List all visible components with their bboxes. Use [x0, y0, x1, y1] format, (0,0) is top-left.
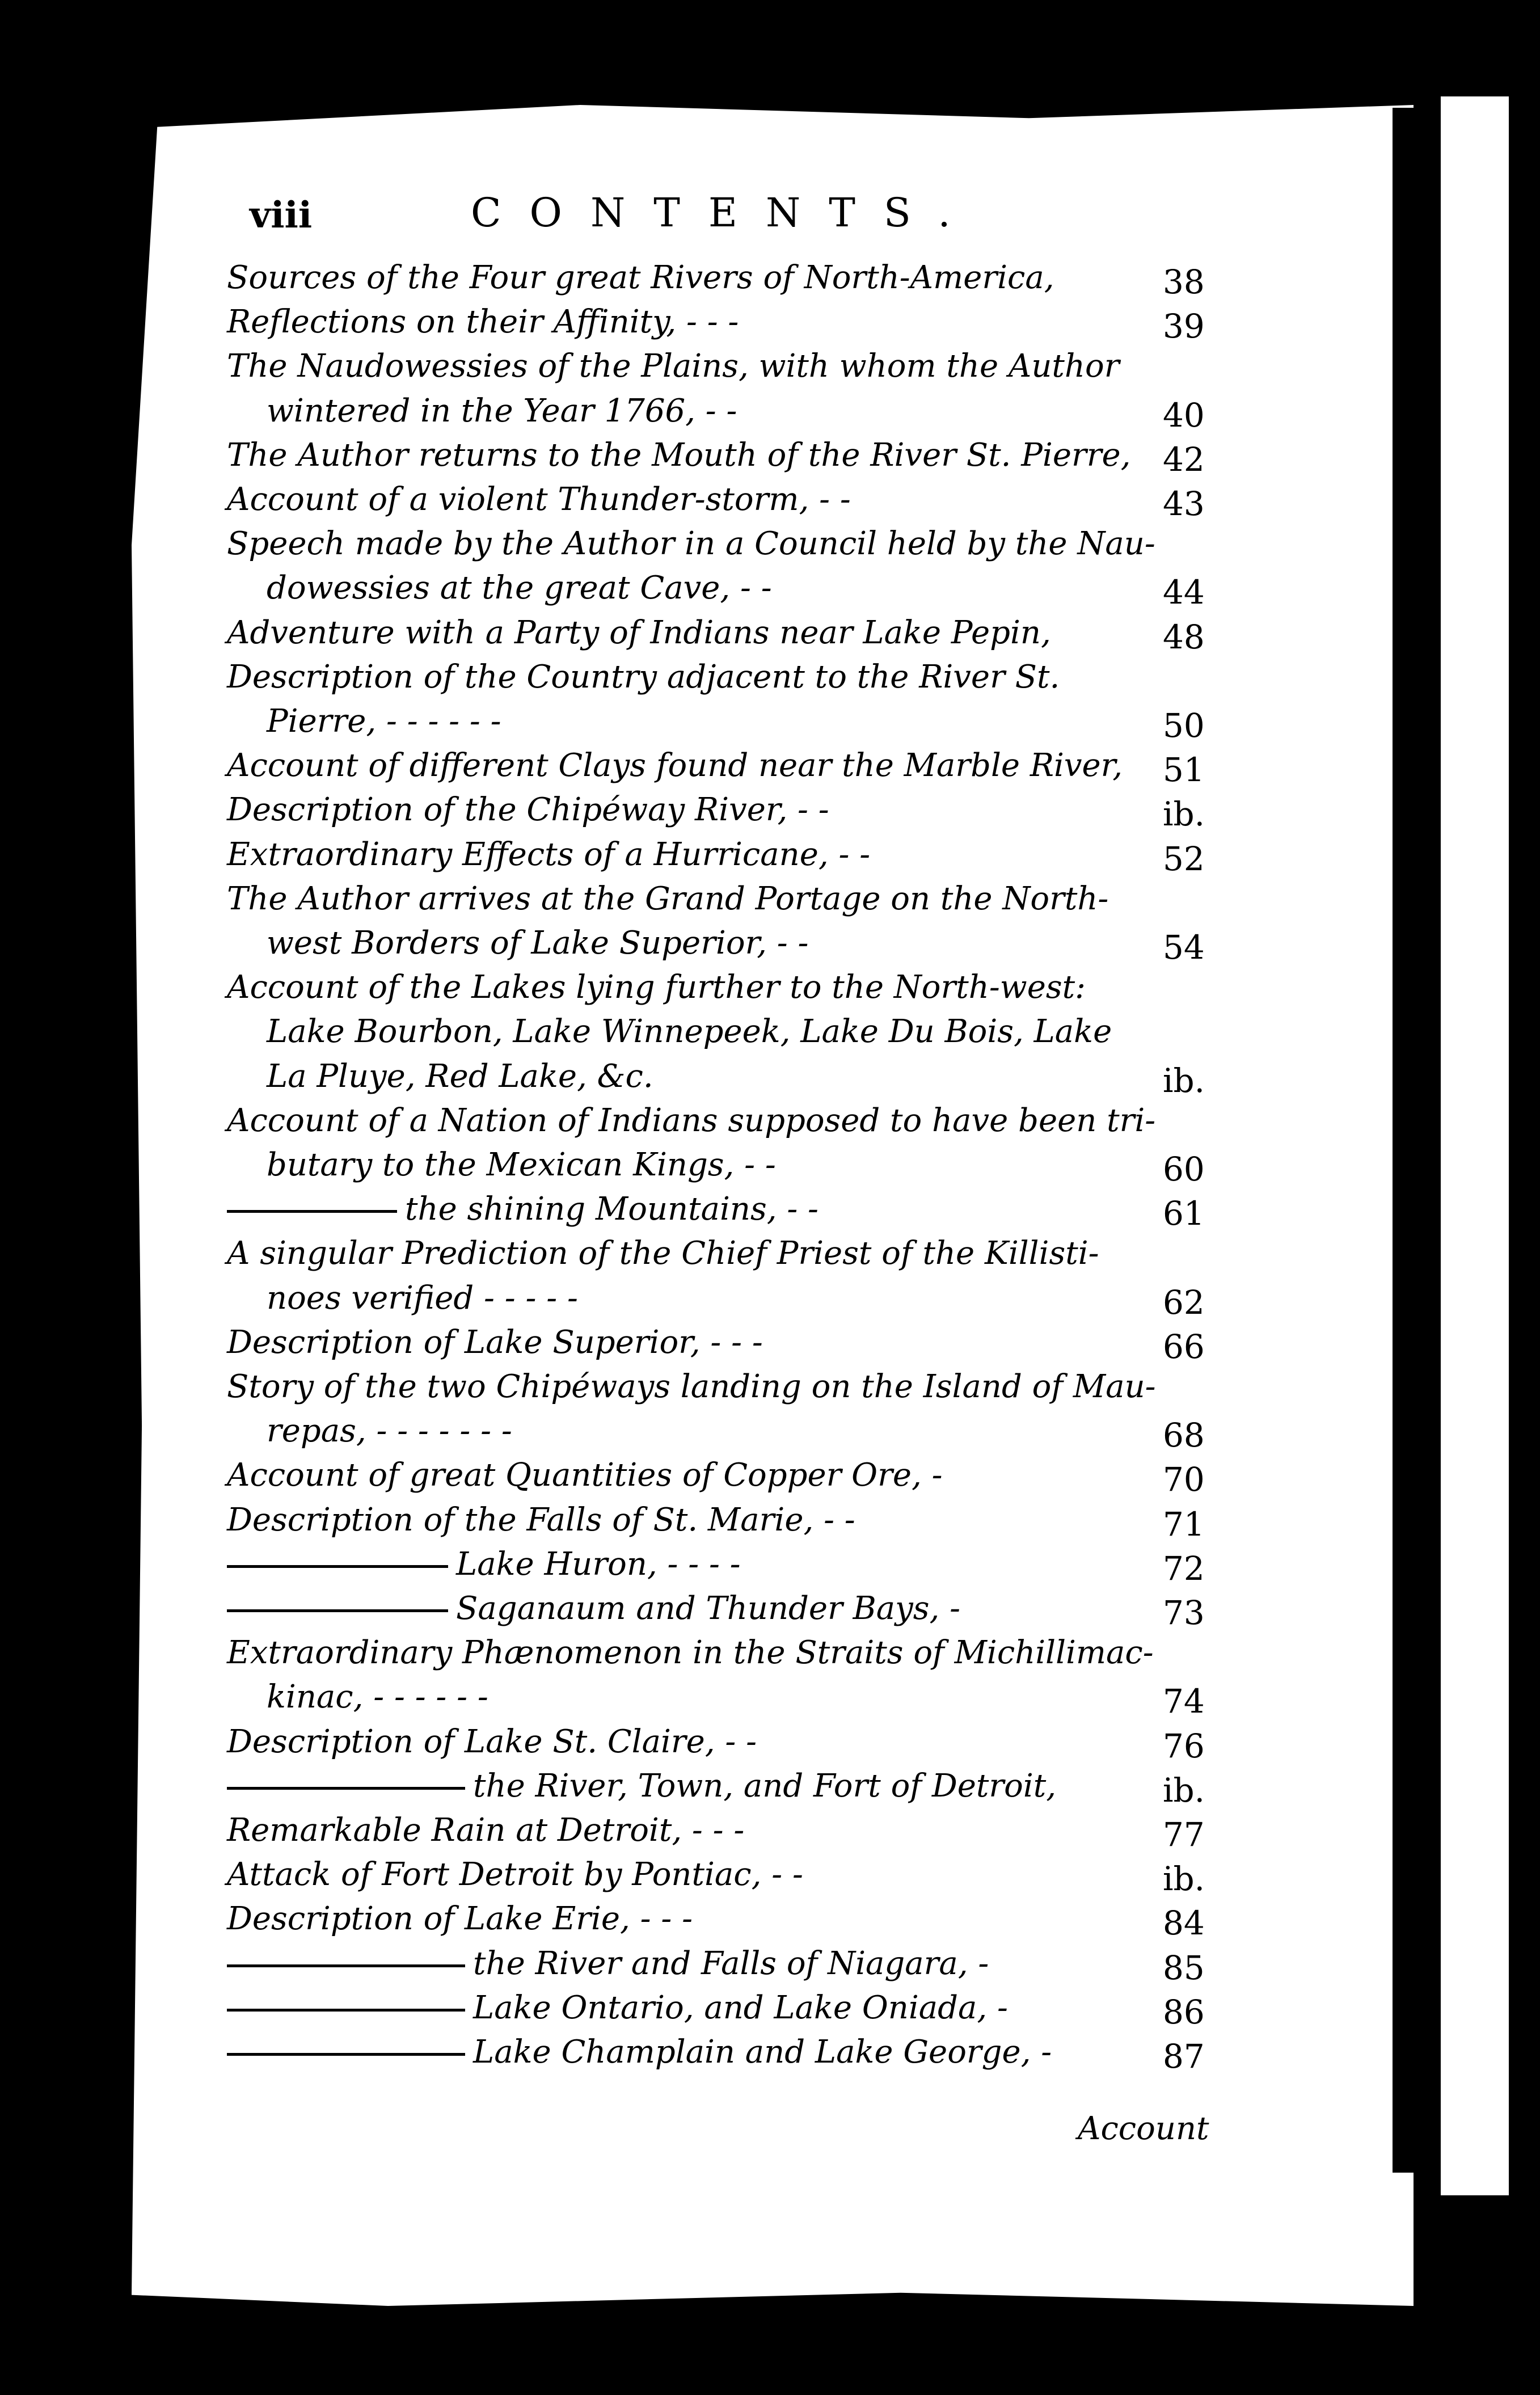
toc-page-number: 76 [1163, 1726, 1205, 1765]
toc-entry-label: Saganaum and Thunder Bays, - [456, 1590, 961, 1627]
toc-page-number: 70 [1163, 1460, 1205, 1499]
toc-entry-line: The Naudowessies of the Plains, with whom the Author [227, 348, 1120, 385]
ditto-rule [227, 1787, 465, 1790]
toc-entry-line [227, 1945, 989, 1982]
toc-page-number: ib. [1163, 1860, 1205, 1899]
toc-page-number: 61 [1163, 1194, 1205, 1233]
toc-page-number: 62 [1163, 1283, 1205, 1322]
adjacent-page-edge [1441, 96, 1509, 2195]
toc-entry-line: The Author arrives at the Grand Portage on the North- [227, 880, 1109, 917]
toc-entry-line: Account of the Lakes lying further to the North-west: [227, 969, 1086, 1006]
toc-entry-line: Sources of the Four great Rivers of North-America, [227, 259, 1054, 296]
toc-page-number: 38 [1163, 263, 1205, 301]
toc-entry-line: Description of the Chipéway River, - - [227, 791, 829, 829]
ditto-rule [227, 1210, 397, 1213]
toc-page-number: ib. [1163, 795, 1205, 834]
toc-page-number: 52 [1163, 839, 1205, 878]
toc-entry-label: Lake Champlain and Lake George, - [473, 2034, 1052, 2071]
toc-entry-line: Description of the Falls of St. Marie, - - [227, 1501, 855, 1538]
toc-entry-line [227, 1590, 961, 1627]
toc-page-number: 48 [1163, 617, 1205, 656]
toc-page-number: 43 [1163, 484, 1205, 523]
toc-entry-label: the River, Town, and Fort of Detroit, [473, 1767, 1057, 1804]
toc-entry-label: Lake Ontario, and Lake Oniada, - [473, 1989, 1008, 2026]
ditto-rule [227, 1565, 448, 1568]
toc-entry-line: Description of Lake St. Claire, - - [227, 1723, 757, 1760]
toc-entry-line: Extraordinary Effects of a Hurricane, - - [227, 836, 871, 873]
toc-entry-line: Account of great Quantities of Copper Ore, - [227, 1457, 943, 1494]
toc-page-number: 54 [1163, 928, 1205, 967]
toc-entry-line: Account of different Clays found near the Marble River, [227, 747, 1123, 785]
ditto-rule [227, 1609, 448, 1612]
toc-page-number: 71 [1163, 1504, 1205, 1544]
toc-entry-line: Attack of Fort Detroit by Pontiac, - - [227, 1856, 803, 1894]
toc-page-number: 51 [1163, 750, 1205, 790]
ditto-rule [227, 1964, 465, 1967]
toc-page-number: ib. [1163, 1770, 1205, 1810]
toc-entry-line: The Author returns to the Mouth of the River St. Pierre, [227, 436, 1131, 474]
toc-page-number: 86 [1163, 1992, 1205, 2031]
toc-entry-line [227, 1191, 818, 1228]
toc-entry-line: Description of Lake Superior, - - - [227, 1323, 763, 1361]
toc-entry-line: La Pluye, Red Lake, &c. [267, 1057, 653, 1095]
toc-page-number: 66 [1163, 1327, 1205, 1366]
page-folio: viii [250, 194, 313, 237]
toc-entry-line: Pierre, - - - - - - [267, 703, 501, 740]
toc-entry-label: the shining Mountains, - - [405, 1191, 818, 1228]
toc-entry-line: noes verified - - - - - [267, 1279, 578, 1317]
toc-entry-line: kinac, - - - - - - [267, 1679, 488, 1716]
running-title: CONTENTS. [471, 189, 979, 236]
toc-page-number: 73 [1163, 1593, 1205, 1632]
toc-entry-label: Lake Huron, - - - - [456, 1545, 741, 1583]
toc-entry-line [227, 1989, 1008, 2026]
ditto-rule [227, 2009, 465, 2012]
toc-entry-line: dowessies at the great Cave, - - [267, 570, 772, 607]
toc-entry-line: Account of a Nation of Indians supposed to have been tri- [227, 1102, 1156, 1139]
toc-entry-line: Extraordinary Phænomenon in the Straits of Michillimac- [227, 1634, 1154, 1672]
toc-entry-line: Reflections on their Affinity, - - - [227, 303, 739, 341]
toc-entry-line [227, 2034, 1052, 2071]
toc-entry-line: Remarkable Rain at Detroit, - - - [227, 1812, 745, 1849]
toc-entry-line: Description of the Country adjacent to the River St. [227, 658, 1060, 695]
toc-entry-line: Adventure with a Party of Indians near Lake Pepin, [227, 614, 1051, 651]
toc-entry-label: the River and Falls of Niagara, - [473, 1945, 989, 1982]
toc-page-number: 68 [1163, 1416, 1205, 1455]
toc-page-number: 72 [1163, 1549, 1205, 1588]
toc-page-number: 39 [1163, 307, 1205, 346]
toc-entry-line [227, 1767, 1057, 1804]
toc-page-number: 74 [1163, 1682, 1205, 1721]
toc-page-number: 77 [1163, 1815, 1205, 1854]
catchword: Account [1078, 2110, 1209, 2147]
toc-page-number: 50 [1163, 706, 1205, 745]
toc-entry-line: butary to the Mexican Kings, - - [267, 1146, 776, 1183]
toc-page-number: 40 [1163, 395, 1205, 435]
toc-entry-line: Description of Lake Erie, - - - [227, 1900, 693, 1938]
toc-page-number: 87 [1163, 2037, 1205, 2076]
toc-entry-line: west Borders of Lake Superior, - - [267, 925, 809, 962]
toc-entry-line: Speech made by the Author in a Council held by the Nau- [227, 525, 1155, 563]
ditto-rule [227, 2053, 465, 2056]
toc-page-number: 60 [1163, 1150, 1205, 1188]
page-edge-shadow [1393, 108, 1432, 2173]
toc-entry-line: Account of a violent Thunder-storm, - - [227, 481, 851, 518]
toc-entry-line: repas, - - - - - - - [267, 1412, 512, 1450]
toc-entry-line: A singular Prediction of the Chief Priest of the Killisti- [227, 1235, 1099, 1272]
toc-page-number: ib. [1163, 1061, 1205, 1100]
toc-entry-line: wintered in the Year 1766, - - [267, 392, 737, 429]
toc-page-number: 44 [1163, 573, 1205, 612]
toc-entry-line [227, 1545, 741, 1583]
toc-page-number: 84 [1163, 1904, 1205, 1943]
toc-page-number: 42 [1163, 440, 1205, 479]
toc-entry-line: Lake Bourbon, Lake Winnepeek, Lake Du Bois, Lake [267, 1013, 1112, 1051]
toc-entry-line: Story of the two Chipéways landing on the Island of Mau- [227, 1368, 1156, 1405]
toc-page-number: 85 [1163, 1948, 1205, 1987]
